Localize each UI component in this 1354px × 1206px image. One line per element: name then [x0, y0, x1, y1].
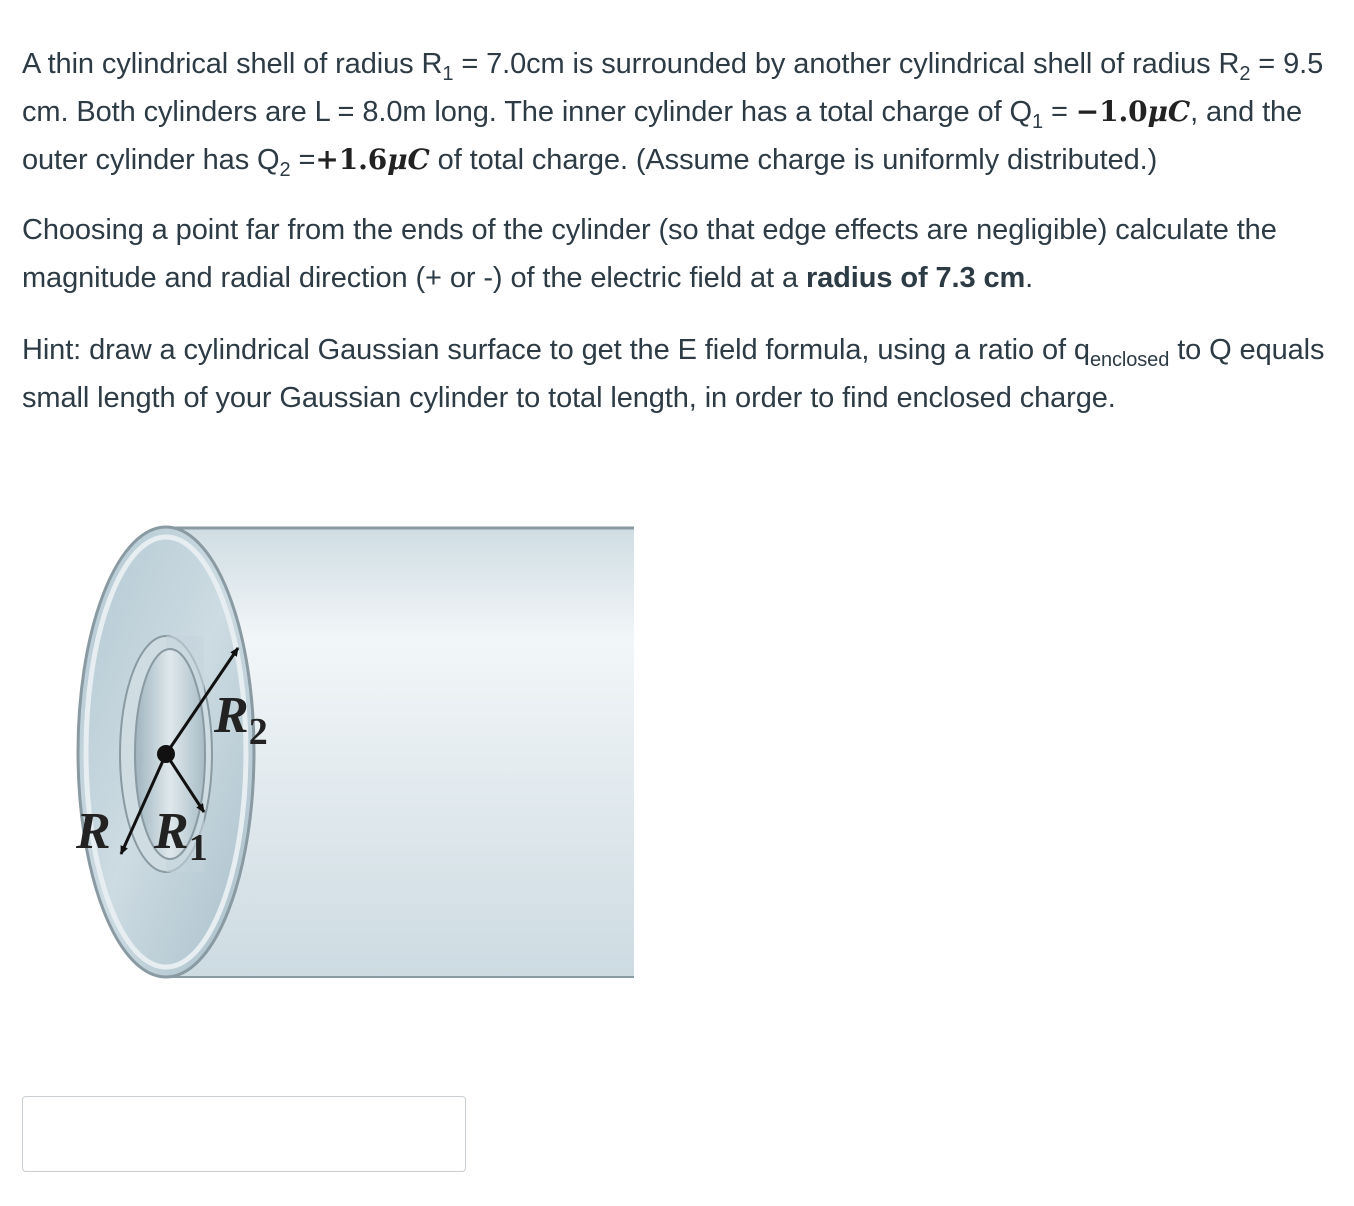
answer-input[interactable]	[22, 1096, 466, 1172]
text-segment: = 7.0cm is surrounded by another cylindrical shell of radius R	[453, 48, 1240, 80]
label-r2-main: R	[214, 687, 249, 744]
subscript: 1	[442, 63, 454, 85]
text-segment: =	[290, 144, 316, 176]
label-r	[75, 803, 111, 860]
cylinder-diagram	[74, 522, 640, 984]
math-unit: C	[407, 143, 430, 176]
label-r1-sub: 1	[188, 827, 208, 869]
bold-radius: radius of 7.3 cm	[805, 262, 1026, 294]
label-r1-main: R	[154, 803, 189, 860]
subscript: 2	[279, 159, 291, 181]
text-segment: =	[1042, 96, 1076, 128]
label-r-main: R	[76, 803, 111, 860]
question-paragraph-3	[22, 326, 1342, 422]
q2-math	[315, 143, 429, 176]
text-segment: = 9.5 cm. Both cylinders are L = 8.0m long. The inner cylinder has a total charge of Q	[22, 48, 1324, 128]
subscript-enclosed: enclosed	[1089, 349, 1170, 371]
text-segment: Hint: draw a cylindrical Gaussian surface to get the E field formula, using a ratio of q	[22, 334, 1090, 366]
text-segment: of total charge. (Assume charge is uniformly distributed.)	[429, 144, 1158, 176]
text-segment: Choosing a point far from the ends of the cylinder (so that edge effects are negligible) calculate the magnitude and radial direction (+ or -) of the electric field at a	[22, 214, 1277, 294]
label-r2-sub: 2	[248, 711, 268, 753]
cylinder-figure	[74, 522, 640, 984]
question-paragraph-2	[22, 206, 1342, 302]
math-number: −1.0	[1075, 95, 1148, 128]
q1-math	[1076, 95, 1190, 128]
subscript: 1	[1031, 111, 1043, 133]
math-number: +1.6	[315, 143, 388, 176]
text-segment: A thin cylindrical shell of radius R	[22, 48, 443, 80]
text-segment: .	[1025, 262, 1034, 294]
text-segment: to Q equals small length of your Gaussian cylinder to total length, in order to find enclosed charge.	[22, 334, 1325, 414]
question-paragraph-1	[22, 40, 1342, 184]
math-mu: μ	[387, 143, 408, 176]
math-mu: μ	[1147, 95, 1168, 128]
question-text	[22, 40, 1342, 422]
math-unit: C	[1167, 95, 1191, 128]
subscript: 2	[1239, 63, 1251, 85]
text-segment: , and the outer cylinder has Q	[22, 96, 1303, 176]
